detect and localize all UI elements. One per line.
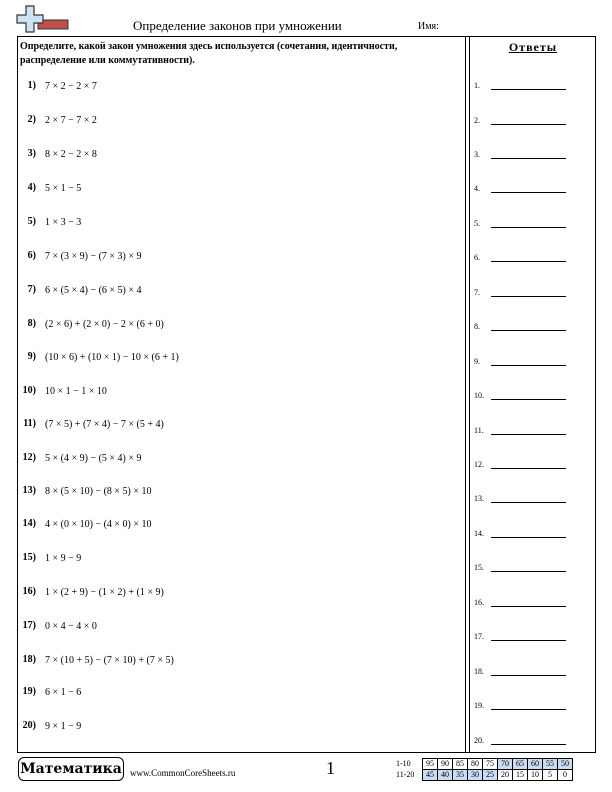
score-cell: 50 xyxy=(558,759,573,770)
answer-number: 10. xyxy=(474,391,484,400)
page-number: 1 xyxy=(326,758,335,778)
score-cell: 75 xyxy=(483,759,498,770)
answer-line[interactable] xyxy=(491,261,566,262)
problem-expression: 7 × 2 − 2 × 7 xyxy=(45,81,97,92)
score-cell: 80 xyxy=(468,759,483,770)
problem-number: 19) xyxy=(22,686,36,697)
score-cell: 90 xyxy=(438,759,453,770)
problem-number: 7) xyxy=(27,284,36,295)
answer-number: 15. xyxy=(474,563,484,572)
problem-expression: 2 × 7 − 7 × 2 xyxy=(45,115,97,126)
answer-number: 14. xyxy=(474,529,484,538)
answer-line[interactable] xyxy=(491,709,566,710)
score-cell: 15 xyxy=(513,770,528,781)
column-divider xyxy=(469,36,470,752)
answer-line[interactable] xyxy=(491,399,566,400)
problem-expression: 8 × (5 × 10) − (8 × 5) × 10 xyxy=(45,486,152,497)
answer-number: 5. xyxy=(474,219,480,228)
problem-number: 6) xyxy=(27,250,36,261)
frame-right-border xyxy=(595,36,596,752)
problem-number: 12) xyxy=(22,452,36,463)
problem-number: 13) xyxy=(22,485,36,496)
problem-expression: 5 × (4 × 9) − (5 × 4) × 9 xyxy=(45,453,142,464)
answer-number: 7. xyxy=(474,288,480,297)
answer-line[interactable] xyxy=(491,434,566,435)
problem-number: 16) xyxy=(22,586,36,597)
problem-expression: (7 × 5) + (7 × 4) − 7 × (5 + 4) xyxy=(45,419,164,430)
score-cell: 55 xyxy=(543,759,558,770)
problem-expression: 8 × 2 − 2 × 8 xyxy=(45,149,97,160)
problem-number: 8) xyxy=(27,318,36,329)
answer-number: 13. xyxy=(474,494,484,503)
problem-number: 20) xyxy=(22,720,36,731)
problem-number: 14) xyxy=(22,518,36,529)
answer-line[interactable] xyxy=(491,296,566,297)
problem-expression: 6 × 1 − 6 xyxy=(45,687,82,698)
instructions: Определите, какой закон умножения здесь используется (сочетания, идентичности, распределение или коммутативности). xyxy=(20,41,398,66)
problem-number: 4) xyxy=(27,182,36,193)
answer-number: 17. xyxy=(474,632,484,641)
answer-line[interactable] xyxy=(491,744,566,745)
problem-number: 15) xyxy=(22,552,36,563)
problem-expression: 9 × 1 − 9 xyxy=(45,721,82,732)
answer-line[interactable] xyxy=(491,192,566,193)
plus-minus-logo-icon xyxy=(14,4,70,36)
problem-expression: 6 × (5 × 4) − (6 × 5) × 4 xyxy=(45,285,142,296)
problem-expression: 7 × (3 × 9) − (7 × 3) × 9 xyxy=(45,251,142,262)
problem-number: 5) xyxy=(27,216,36,227)
score-cell: 0 xyxy=(558,770,573,781)
score-cell: 30 xyxy=(468,770,483,781)
answer-number: 12. xyxy=(474,460,484,469)
problem-expression: 4 × (0 × 10) − (4 × 0) × 10 xyxy=(45,519,152,530)
problem-expression: (10 × 6) + (10 × 1) − 10 × (6 + 1) xyxy=(45,352,179,363)
answer-line[interactable] xyxy=(491,502,566,503)
score-cell: 45 xyxy=(423,770,438,781)
answer-number: 18. xyxy=(474,667,484,676)
score-table xyxy=(396,758,573,781)
score-cell: 70 xyxy=(498,759,513,770)
score-row-label: 1-10 xyxy=(396,759,411,768)
problem-expression: 1 × 3 − 3 xyxy=(45,217,82,228)
answer-line[interactable] xyxy=(491,330,566,331)
answer-line[interactable] xyxy=(491,89,566,90)
answer-number: 16. xyxy=(474,598,484,607)
score-row xyxy=(396,759,573,770)
answer-number: 19. xyxy=(474,701,484,710)
problem-expression: 1 × (2 + 9) − (1 × 2) + (1 × 9) xyxy=(45,587,164,598)
score-cell: 35 xyxy=(453,770,468,781)
score-cell: 65 xyxy=(513,759,528,770)
score-row xyxy=(396,770,573,781)
answer-line[interactable] xyxy=(491,537,566,538)
problem-expression: 1 × 9 − 9 xyxy=(45,553,82,564)
answer-number: 11. xyxy=(474,426,484,435)
problem-number: 17) xyxy=(22,620,36,631)
problem-number: 9) xyxy=(27,351,36,362)
problem-expression: (2 × 6) + (2 × 0) − 2 × (6 + 0) xyxy=(45,319,164,330)
frame-bottom-border xyxy=(17,752,596,753)
answer-line[interactable] xyxy=(491,606,566,607)
score-cell: 25 xyxy=(483,770,498,781)
answer-number: 2. xyxy=(474,116,480,125)
problem-expression: 10 × 1 − 1 × 10 xyxy=(45,386,107,397)
answer-number: 9. xyxy=(474,357,480,366)
problem-number: 10) xyxy=(22,385,36,396)
answer-number: 3. xyxy=(474,150,480,159)
problem-number: 18) xyxy=(22,654,36,665)
answer-number: 6. xyxy=(474,253,480,262)
score-cell: 40 xyxy=(438,770,453,781)
worksheet-title: Определение законов при умножении xyxy=(133,18,342,33)
answer-line[interactable] xyxy=(491,365,566,366)
answer-line[interactable] xyxy=(491,468,566,469)
answer-number: 1. xyxy=(474,81,480,90)
problem-number: 11) xyxy=(23,418,36,429)
answer-line[interactable] xyxy=(491,227,566,228)
score-cell: 85 xyxy=(453,759,468,770)
score-cell: 5 xyxy=(543,770,558,781)
score-row-label: 11-20 xyxy=(396,770,415,779)
answers-title: Ответы xyxy=(508,40,558,54)
answer-number: 20. xyxy=(474,736,484,745)
problem-expression: 0 × 4 − 4 × 0 xyxy=(45,621,97,632)
score-cell: 60 xyxy=(528,759,543,770)
answer-line[interactable] xyxy=(491,124,566,125)
answer-line[interactable] xyxy=(491,675,566,676)
frame-left-border xyxy=(17,36,18,752)
frame-top-border xyxy=(17,36,596,37)
problem-number: 3) xyxy=(27,148,36,159)
problem-number: 1) xyxy=(27,80,36,91)
answer-number: 8. xyxy=(474,322,480,331)
problem-expression: 5 × 1 − 5 xyxy=(45,183,82,194)
answer-line[interactable] xyxy=(491,158,566,159)
site-url: www.CommonCoreSheets.ru xyxy=(130,768,236,778)
problem-expression: 7 × (10 + 5) − (7 × 10) + (7 × 5) xyxy=(45,655,174,666)
problem-number: 2) xyxy=(27,114,36,125)
name-label: Имя: xyxy=(418,21,439,32)
answer-line[interactable] xyxy=(491,571,566,572)
answer-number: 4. xyxy=(474,184,480,193)
column-divider xyxy=(465,36,466,752)
score-cell: 20 xyxy=(498,770,513,781)
score-cell: 10 xyxy=(528,770,543,781)
score-cell: 95 xyxy=(423,759,438,770)
brand-badge: Математика xyxy=(18,757,124,781)
answer-line[interactable] xyxy=(491,640,566,641)
